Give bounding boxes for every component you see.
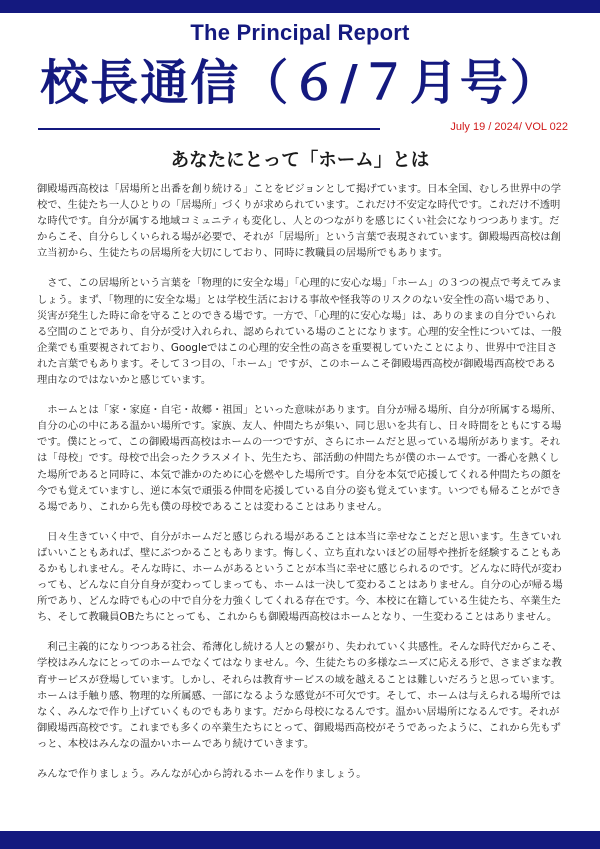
article-body <box>37 181 563 796</box>
top-bar <box>0 0 600 13</box>
paragraph-4: 日々生きていく中で、自分がホームだと感じられる場があることは本当に幸せなことだと思います。生きていればいいこともあれば、壁にぶつかることもあります。悔しく、立ち直れないほどの屈辱や挫折を経験することもあるかもしれません。そんな時に、ホームがあるということが本当に幸せに感じられるのです。どんなに時代が変わっても、どんなに自分自身が変わってしまっても、ホームは一決して変わることはありません。自分の心が帰る場所であり、どんな時でも心の中で自分を力強くしてくれる存在です。今、本校に在籍している生徒たち、卒業生たち、そして教職員OBたちにとっても、これからも御殿場西高校はホームとなり、一生変わることはありません。 <box>37 530 563 624</box>
report-title: The Principal Report <box>190 20 410 45</box>
main-title: 校長通信（６/７月号） <box>40 55 560 111</box>
paragraph-3: ホームとは「家・家庭・自宅・故郷・祖国」といった意味があります。自分が帰る場所、自分が所属する場所、自分の心の中にある温かい場所です。家族、友人、仲間たちが集い、同じ思いを共有し、日々時間をともにする場です。僕にとって、この御殿場西高校はホームの一つですが、さらにホームだと思っている場所があります。それは「母校」です。母校で出会ったクラスメイト、先生たち、部活動の仲間たちが僕のホームです。一番心を熱くした場所であると同時に、本気で誰かのために心を燃やした場所です。自分を本気で応援してくれる仲間たちの顔を今でも覚えていますし、逆に本気で頑張る仲間を応援している自分の姿も覚えています。いつでも帰ることができる場であり、これから先も僕の母校であることは変わることはありません。 <box>37 404 562 513</box>
paragraph-6: みんなで作りましょう。みんなが心から誇れるホームを作りましょう。 <box>37 768 367 780</box>
article-heading: あなたにとって「ホーム」とは <box>170 150 430 171</box>
title-divider <box>38 128 380 130</box>
paragraph-2: さて、この居場所という言葉を「物理的に安全な場」「心理的に安心な場」「ホーム」の３つの視点で考えてみましょう。まず、「物理的に安全な場」とは学校生活における事故や怪我等のリスクのない安全性の高い場であり、災害が発生した時に命を守ることのできる場です。一方で、「心理的に安心な場」は、ありのままの自分でいられる空間のことであり、自分が受け入れられ、認められている場のことになります。心理的安全性については、一般企業でも重要視されており、Googleではこの心理的安全性の高さを重要視していたことにより、世界中で注目された言葉でもあります。そして３つ目の、「ホーム」ですが、このホームこそ御殿場西高校が御殿場西高校である理由なのではないかと感じています。 <box>37 277 562 387</box>
issue-date: July 19 / 2024/ VOL 022 <box>450 121 568 133</box>
paragraph-5: 利己主義的になりつつある社会、希薄化し続ける人との繋がり、失われていく共感性。そんな時代だからこそ、学校はみんなにとってのホームでなくてはなりません。今、生徒たちの多様なニーズに応える形で、さまざまな教育サービスが登場しています。しかし、それらは教育サービスの域を越えることは難しいだろうと思っています。ホームは手触り感、物理的な所属感、一部になるような感覚が不可欠です。そして、ホームは与えられる場所ではなく、みんなで作り上げていくものでもあります。だから母校になるんです。温かい居場所になるんです。それが御殿場西高校です。これまでも多くの卒業生たちにとって、御殿場西高校がそうであったように、これから先もずっと、本校はみんなの温かいホームであり続けていきます。 <box>37 641 562 750</box>
bottom-bar <box>0 831 600 849</box>
paragraph-1: 御殿場西高校は「居場所と出番を創り続ける」ことをビジョンとして掲げています。日本全国、むしろ世界中の学校で、生徒たち一人ひとりの「居場所」づくりが求められています。これだけ不安定な時代です。これだけ不透明な時代です。自分が属する地域コミュニティも変化し、人とのつながりを感じにくい社会になりつつあります。だからこそ、自分らしくいられる場が必要で、それが「居場所」という言葉で表現されています。御殿場西高校は創立当初から、生徒たちの居場所を大切にしており、同時に教職員の居場所でもあります。 <box>37 183 562 260</box>
